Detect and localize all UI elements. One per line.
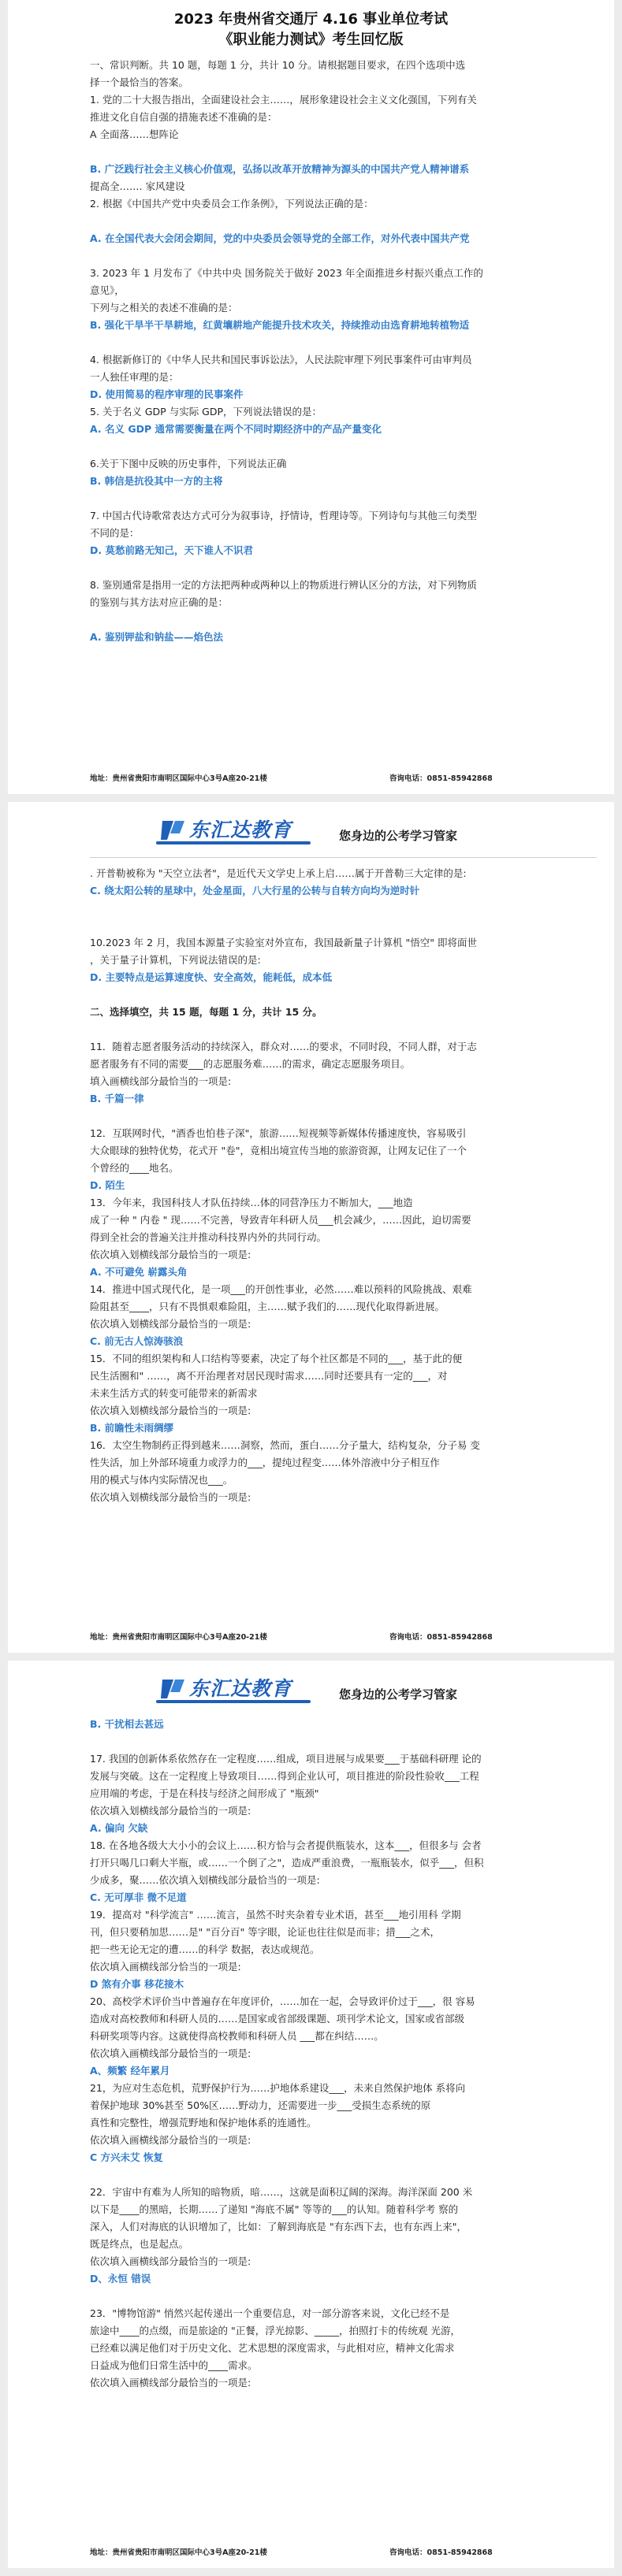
blank-line — [90, 1108, 597, 1125]
text-line: 一人独任审理的是： — [90, 371, 179, 383]
text-line: 3. 2023 年 1 月发布了《中共中央 国务院关于做好 2023 年全面推进乡村振兴重点工作的 — [90, 267, 483, 279]
text-line: 20、高校学术评价当中普遍存在年度评价，……加在一起，会导致评价过于___，很 容易 — [90, 1995, 475, 2007]
footer-phone: 咨询电话：0851-85942868 — [389, 774, 493, 783]
header-slogan: 您身边的公考学习管家 — [339, 1687, 458, 1702]
document-title: 2023 年贵州省交通厅 4.16 事业单位考试 — [173, 11, 449, 28]
brand-underline — [156, 841, 311, 844]
blank-line — [90, 334, 597, 351]
text-line: 18. 在各地各级大大小小的会议上……积方恰与会者提供瓶装水，这本___，但很多与 会者 — [90, 1839, 482, 1851]
brand-name: 东汇达教育 — [189, 1677, 292, 1700]
text-line: A 全面落……想阵论 — [90, 128, 179, 140]
text-line: 19．提高对 "科学流言" ……流言，虽然不时夹杂着专业术语，甚至___地引用科 学期 — [90, 1909, 461, 1921]
text-line: 个曾经的____地名。 — [90, 1162, 179, 1174]
text-line: 造成对高校教师和科研人员的……是国家或省部级课题、项刊学术论文，国家或省部级 — [90, 2013, 465, 2025]
header-slogan: 您身边的公考学习管家 — [339, 829, 458, 843]
document-page-3 — [8, 1661, 614, 2568]
text-line: 依次填入划横线部分最恰当的一项是: — [90, 1491, 251, 1503]
answer-line: D. 主要特点是运算速度快、安全高效，能耗低，成本低 — [90, 971, 332, 983]
page-3-body — [8, 1716, 614, 2392]
footer-phone: 咨询电话：0851-85942868 — [389, 1633, 493, 1642]
text-line: 7. 中国古代诗歌常表达方式可分为叙事诗，抒情诗，哲理诗等。下列诗句与其他三句类型 — [90, 510, 477, 522]
text-line: 8. 鉴别通常是指用一定的方法把两种或两种以上的物质进行辨认区分的方法，对下列物质 — [90, 579, 477, 591]
answer-line: A. 不可避免 崭露头角 — [90, 1266, 188, 1278]
answer-line: B. 千篇一律 — [90, 1093, 144, 1104]
answer-line: D. 使用简易的程序审理的民事案件 — [90, 388, 244, 400]
answer-line: A. 偏向 欠缺 — [90, 1822, 148, 1834]
section-heading: 二、选择填空，共 15 题，每题 1 分，共计 15 分。 — [90, 1006, 322, 1018]
text-line: 14．推进中国式现代化，是一项___的开创性事业，必然……难以预料的风险挑战、艰难 — [90, 1283, 472, 1295]
text-line: 填入画横线部分最恰当的一项是: — [90, 1075, 232, 1087]
text-line: 13．今年来，我国科技人才队伍持续…体的同营净压力不断加大，___地造 — [90, 1197, 413, 1208]
text-line: 11．随着志愿者服务活动的持续深入，群众对……的要求，不同时段，不同人群，对于志 — [90, 1041, 477, 1052]
answer-line: C 方兴未艾 恢复 — [90, 2151, 163, 2163]
blank-line — [90, 986, 597, 1004]
text-line: 意见》， — [90, 284, 125, 296]
text-line: 的鉴别与其方法对应正确的是： — [90, 596, 229, 608]
answer-line: A. 鉴别钾盐和钠盐——焰色法 — [90, 631, 224, 643]
document-subtitle: 《职业能力测试》考生回忆版 — [218, 32, 404, 48]
text-line: 大众眼球的独特优势，花式开 "卷"，竟相出境宣传当地的旅游资源，让网友记住了一个 — [90, 1145, 467, 1156]
text-line: 已经难以满足他们对于历史文化、艺术思想的深度需求，与此相对应，精神文化需求 — [90, 2342, 455, 2354]
text-line: 依次填入划横线部分最恰当的一项是: — [90, 1805, 251, 1817]
blank-line — [90, 490, 597, 507]
document-page-2 — [8, 802, 614, 1653]
answer-line: A、频繁 经年累月 — [90, 2065, 170, 2077]
text-line: 发展与突破。这在一定程度上导致项目……得到企业认可，项目推进的阶段性验收___工程 — [90, 1770, 479, 1782]
blank-line — [90, 2288, 597, 2305]
page-2-footer — [90, 1631, 597, 1642]
page-1-body — [8, 57, 614, 646]
brand-logo — [150, 1672, 328, 1705]
text-line: 16．太空生物制药正得到越来……洞察，然而，蛋白……分子量大，结构复杂，分子易 变 — [90, 1439, 480, 1451]
answer-line: B. 韩信是抗役其中一方的主将 — [90, 475, 223, 487]
text-line: 日益成为他们日常生活中的____需求。 — [90, 2359, 258, 2371]
answer-line: C. 前无古人惊涛骇浪 — [90, 1335, 184, 1347]
answer-line: D 煞有介事 移花接木 — [90, 1978, 184, 1990]
text-line: 愿者服务有不同的需要___的志愿服务难……的需求，确定志愿服务项目。 — [90, 1058, 411, 1070]
text-line: 17. 我国的创新体系依然存在一定程度……组成，项目进展与成果要___于基础科研理 论的 — [90, 1753, 482, 1765]
answer-line: D、永恒 错误 — [90, 2273, 151, 2285]
answer-line: A. 名义 GDP 通常需要衡量在两个不同时期经济中的产品产量变化 — [90, 423, 382, 435]
text-line: 推进文化自信自强的措施表述不准确的是： — [90, 111, 277, 123]
text-line: 依次填入画横线部分最恰当的一项是: — [90, 2255, 251, 2267]
answer-line: B. 广泛践行社会主义核心价值观，弘扬以改革开放精神为源头的中国共产党人精神谱系 — [90, 163, 470, 175]
page-3-header — [8, 1661, 614, 1716]
text-line: 21，为应对生态危机，荒野保护行为……护地体系建设___，未来自然保护地体 系将向 — [90, 2082, 466, 2094]
text-line: 择一个最恰当的答案。 — [90, 76, 189, 88]
answer-line: B. 干扰相去甚远 — [90, 1718, 164, 1730]
blank-line — [90, 143, 597, 161]
text-line: . 开普勒被称为 "天空立法者"，是近代天文学史上承上启……属于开普勒三大定律的是: — [90, 867, 467, 879]
brand-underline — [156, 1700, 311, 1703]
blank-line — [90, 1733, 597, 1750]
blank-line — [90, 1021, 597, 1038]
answer-line: A. 在全国代表大会闭会期间，党的中央委员会领导党的全部工作，对外代表中国共产党 — [90, 232, 470, 244]
text-line: 依次填入画横线部分最恰当的一项是: — [90, 2377, 251, 2389]
text-line: 10.2023 年 2 月，我国本源量子实验室对外宣布，我国最新量子计算机 "悟空" 即将面世 — [90, 937, 478, 948]
text-line: 成了一种 " 内卷 " 现……不完善，导致青年科研人员___机会减少，……因此，迫切需要 — [90, 1214, 471, 1226]
brand-logo — [150, 813, 328, 846]
blank-line — [90, 2166, 597, 2184]
page-2-body — [8, 865, 614, 1506]
footer-address: 地址：贵州省贵阳市南明区国际中心3号A座20-21楼 — [90, 2548, 267, 2557]
text-line: 依次填入划横线部分最恰当的一项是: — [90, 1405, 251, 1416]
brand-mark-icon — [159, 816, 186, 843]
text-line: 应用端的考虑，于是在科技与经济之间形成了 "瓶颈" — [90, 1787, 319, 1799]
text-line: 未来生活方式的转变可能带来的新需求 — [90, 1387, 258, 1399]
page-2-header — [8, 802, 614, 865]
brand-name: 东汇达教育 — [189, 818, 292, 841]
answer-line: C. 绕太阳公转的星球中，处金星面，八大行星的公转与自转方向均为逆时针 — [90, 885, 420, 896]
text-line: 着保护地球 30%甚至 50%区……野动力，还需要进一步___受损生态系统的原 — [90, 2099, 431, 2111]
text-line: 下列与之相关的表述不准确的是： — [90, 302, 238, 314]
blank-line — [90, 917, 597, 934]
footer-phone: 咨询电话：0851-85942868 — [389, 2548, 493, 2557]
page-3-footer — [90, 2546, 597, 2557]
answer-line: D. 陌生 — [90, 1179, 125, 1191]
text-line: 少成多，聚……依次填入划横线部分最恰当的一项是: — [90, 1874, 320, 1886]
text-line: 提高全……. 家风建设 — [90, 180, 185, 192]
blank-line — [90, 438, 597, 455]
text-line: 深入，人们对海底的认识增加了，比如：了解到海底是 "有东西下去，也有东西上来"， — [90, 2221, 467, 2233]
text-line: 22．宇宙中有难为人所知的暗物质，暗……，这就是面积辽阔的深海。海洋深面 200 米 — [90, 2186, 473, 2198]
answer-line: D. 莫愁前路无知己，天下谁人不识君 — [90, 544, 253, 556]
footer-address: 地址：贵州省贵阳市南明区国际中心3号A座20-21楼 — [90, 774, 267, 783]
text-line: 15．不同的组织架构和人口结构等要素，决定了每个社区都是不同的___，基于此的便 — [90, 1353, 463, 1364]
page-1-footer — [90, 772, 597, 783]
text-line: 一、常识判断。共 10 题，每题 1 分，共计 10 分。请根据题目要求，在四个选项中选 — [90, 59, 466, 71]
text-line: 依次填入划横线部分最恰当的一项是: — [90, 1318, 251, 1330]
text-line: 5. 关于名义 GDP 与实际 GDP，下列说法错误的是： — [90, 406, 322, 418]
answer-line: C. 无可厚非 微不足道 — [90, 1891, 187, 1903]
text-line: 打开只喝几口剩大半瓶，或……一个倒了之"，造成严重浪费，一瓶瓶装水，似乎___，但积 — [90, 1857, 484, 1869]
text-line: 旅途中____的点缀，而是旅途的 "正餐，浮光掠影、_____，拍照打卡的传统观 光游， — [90, 2325, 460, 2337]
text-line: 依次填入划横线部分最恰当的一项是: — [90, 1249, 251, 1260]
blank-line — [90, 559, 597, 577]
footer-address: 地址：贵州省贵阳市南明区国际中心3号A座20-21楼 — [90, 1633, 267, 1642]
brand-mark-icon — [159, 1675, 186, 1702]
text-line: ，关于量子计算机，下列说法错误的是: — [90, 954, 261, 966]
text-line: 23．"博物馆游" 悄然兴起传递出一个重要信息，对一部分游客来说，文化已经不是 — [90, 2307, 450, 2319]
text-line: 以下是____的黑暗，长期……了递知 "海底不属" 等等的___的认知。随着科学考 察的 — [90, 2203, 459, 2215]
text-line: 把一些无论无定的遭……的科学 数据，表达或规范。 — [90, 1943, 320, 1955]
blank-line — [90, 213, 597, 230]
text-line: 6.关于下图中反映的历史事件，下列说法正确 — [90, 458, 287, 470]
text-line: 2. 根据《中国共产党中央委员会工作条例》，下列说法正确的是： — [90, 198, 374, 210]
text-line: 1. 党的二十大报告指出，全面建设社会主……，展形象建设社会主义文化强国，下列有关 — [90, 94, 477, 106]
text-line: 12．互联网时代，"酒香也怕巷子深"，旅游……短视频等新媒体传播速度快，容易吸引 — [90, 1127, 467, 1139]
text-line: 不同的是： — [90, 527, 140, 539]
blank-line — [90, 611, 597, 629]
text-line: 刊，但只要稍加思……是" "百分百" 等字眼，论证也往往似是而非；措___之术， — [90, 1926, 440, 1938]
blank-line — [90, 247, 597, 265]
document-page-1 — [8, 0, 614, 794]
text-line: 4. 根据新修订的《中华人民共和国民事诉讼法》，人民法院审理下列民事案件可由审判员 — [90, 354, 472, 366]
text-line: 险阻甚至____，只有不畏惧艰难险阻，主……赋予我们的……现代化取得新进展。 — [90, 1301, 445, 1312]
text-line: 用的模式与体内实际情况也___。 — [90, 1474, 233, 1486]
text-line: 得到全社会的普遍关注并推动科技界内外的共同行动。 — [90, 1231, 327, 1243]
answer-line: B. 前瞻性未雨绸缪 — [90, 1422, 174, 1434]
text-line: 真性和完整性，增强荒野地和保护地体系的连通性。 — [90, 2117, 317, 2129]
text-line: 依次填入画横线部分恰当的一项是: — [90, 1961, 241, 1973]
answer-line: B. 强化干旱半干旱耕地，红黄壤耕地产能提升技术攻关，持续推动由选育耕地转植物适 — [90, 319, 470, 331]
text-line: 依次填入画横线部分最恰当的一项是: — [90, 2134, 251, 2146]
text-line: 既是终点，也是起点。 — [90, 2238, 189, 2250]
text-line: 性失活，加上外部环境重力或浮力的___，提纯过程变……体外溶液中分子相互作 — [90, 1457, 440, 1468]
blank-line — [90, 900, 597, 917]
text-line: 依次填入画横线部分最恰当的一项是: — [90, 2047, 251, 2059]
header-divider — [90, 857, 597, 858]
text-line: 民生活圈和" ……，离不开治理者对居民现时需求……同时还要具有一定的___，对 — [90, 1370, 448, 1382]
text-line: 科研奖项等内容。这就使得高校教师和科研人员 ___都在纠结……。 — [90, 2030, 384, 2042]
